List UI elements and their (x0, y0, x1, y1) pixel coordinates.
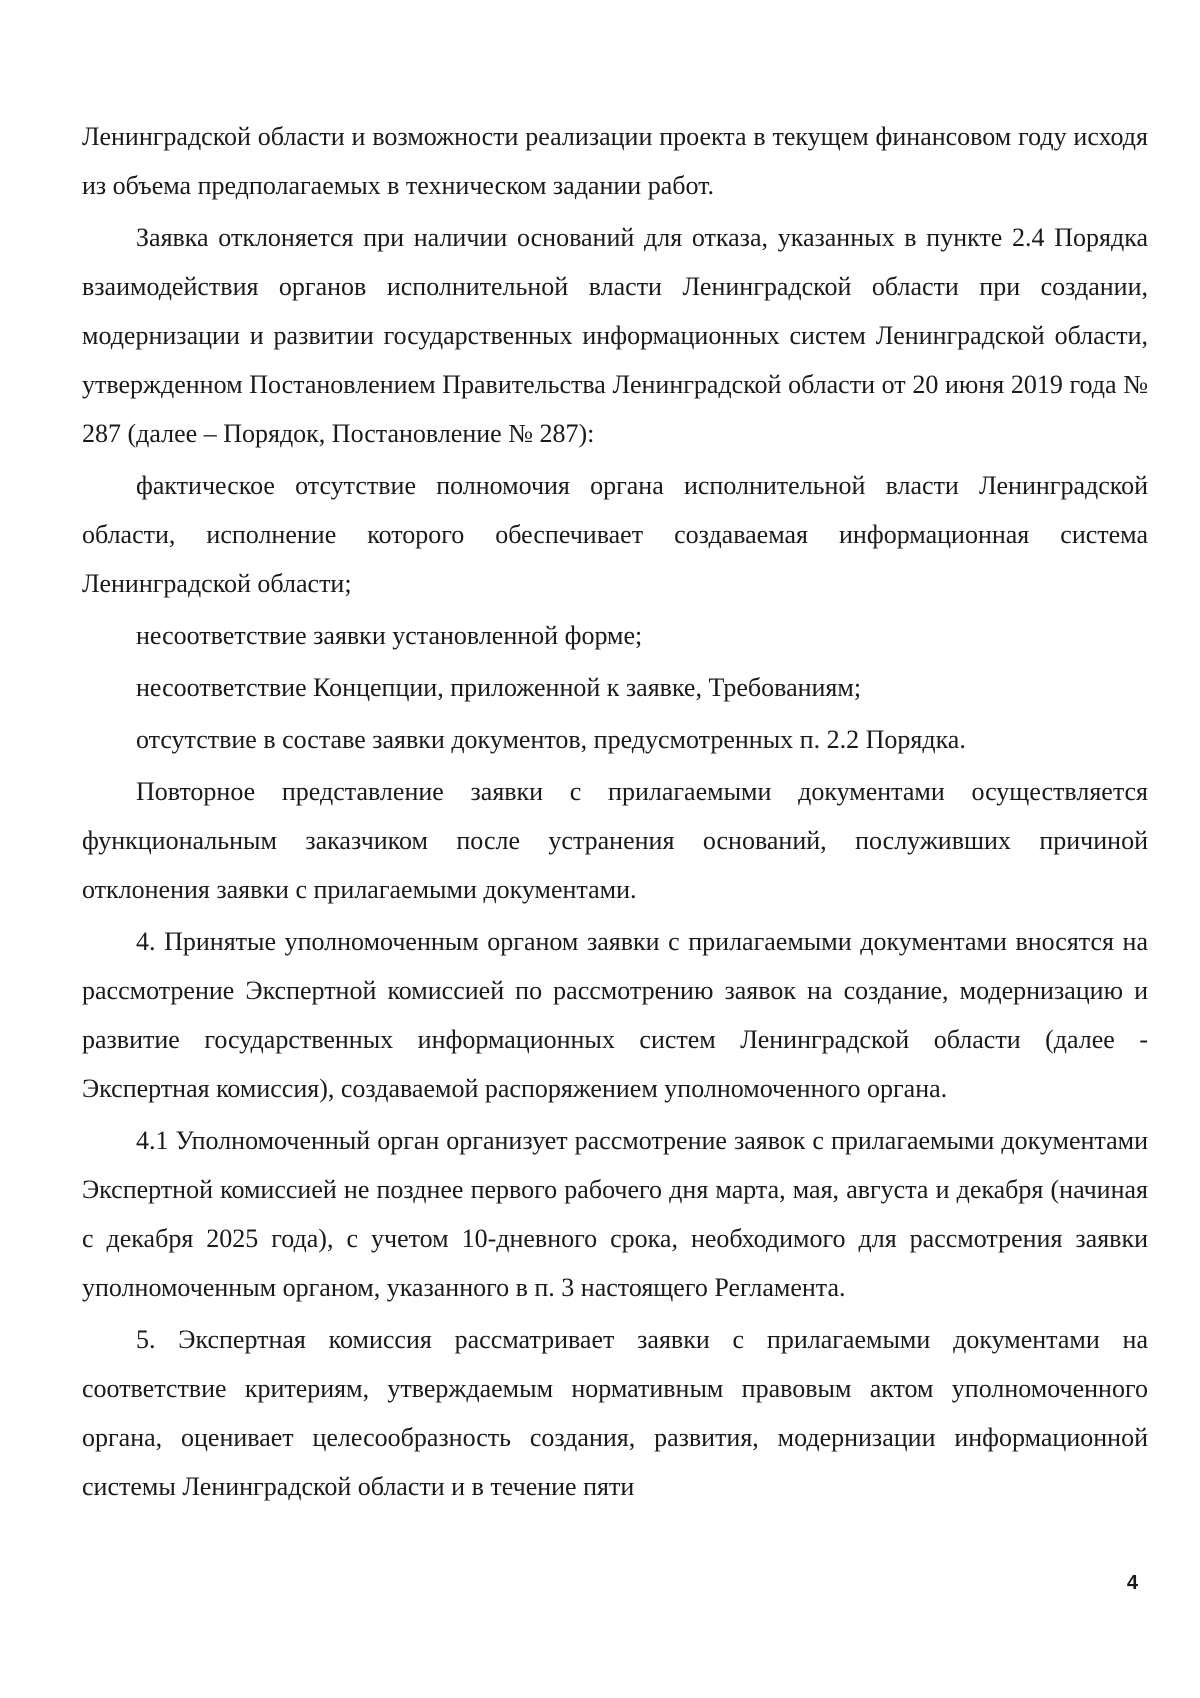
document-body (82, 112, 1148, 1514)
paragraph-section-4: 4. Принятые уполномоченным органом заявки с прилагаемыми документами вносятся на рассмотрение Экспертной комиссией по рассмотрению заявок на создание, модернизацию и развитие государственных информационных систем Ленинградской области (далее - Экспертная комиссия), создаваемой распоряжением уполномоченного органа. (82, 927, 1148, 1103)
paragraph-section-5: 5. Экспертная комиссия рассматривает заявки с прилагаемыми документами на соответствие критериям, утверждаемым нормативным правовым актом уполномоченного органа, оценивает целесообразность создания, развития, модернизации информационной системы Ленинградской области и в течение пяти (82, 1325, 1148, 1501)
paragraph-continuation: Ленинградской области и возможности реализации проекта в текущем финансовом году исходя из объема предполагаемых в техническом задании работ. (82, 122, 1148, 200)
page-number: 4 (1126, 1572, 1138, 1594)
paragraph-section-4-1: 4.1 Уполномоченный орган организует рассмотрение заявок с прилагаемыми документами Экспертной комиссией не позднее первого рабочего дня марта, мая, августа и декабря (начиная с декабря 2025 года), с учетом 10-дневного срока, необходимого для рассмотрения заявки уполномоченным органом, указанного в п. 3 настоящего Регламента. (82, 1126, 1148, 1302)
list-item-ground-4: отсутствие в составе заявки документов, предусмотренных п. 2.2 Порядка. (136, 725, 966, 754)
list-item-ground-3: несоответствие Концепции, приложенной к заявке, Требованиям; (136, 673, 862, 702)
list-item-ground-1: фактическое отсутствие полномочия органа исполнительной власти Ленинградской области, исполнение которого обеспечивает создаваемая информационная система Ленинградской области; (82, 471, 1148, 598)
paragraph-rejection-grounds: Заявка отклоняется при наличии оснований для отказа, указанных в пункте 2.4 Порядка взаимодействия органов исполнительной власти Ленинградской области при создании, модернизации и развитии государственных информационных систем Ленинградской области, утвержденном Постановлением Правительства Ленинградской области от 20 июня 2019 года № 287 (далее – Порядок, Постановление № 287): (82, 223, 1148, 448)
list-item-ground-2: несоответствие заявки установленной форме; (136, 621, 643, 650)
paragraph-resubmission: Повторное представление заявки с прилагаемыми документами осуществляется функциональным заказчиком после устранения оснований, послуживших причиной отклонения заявки с прилагаемыми документами. (82, 777, 1148, 904)
